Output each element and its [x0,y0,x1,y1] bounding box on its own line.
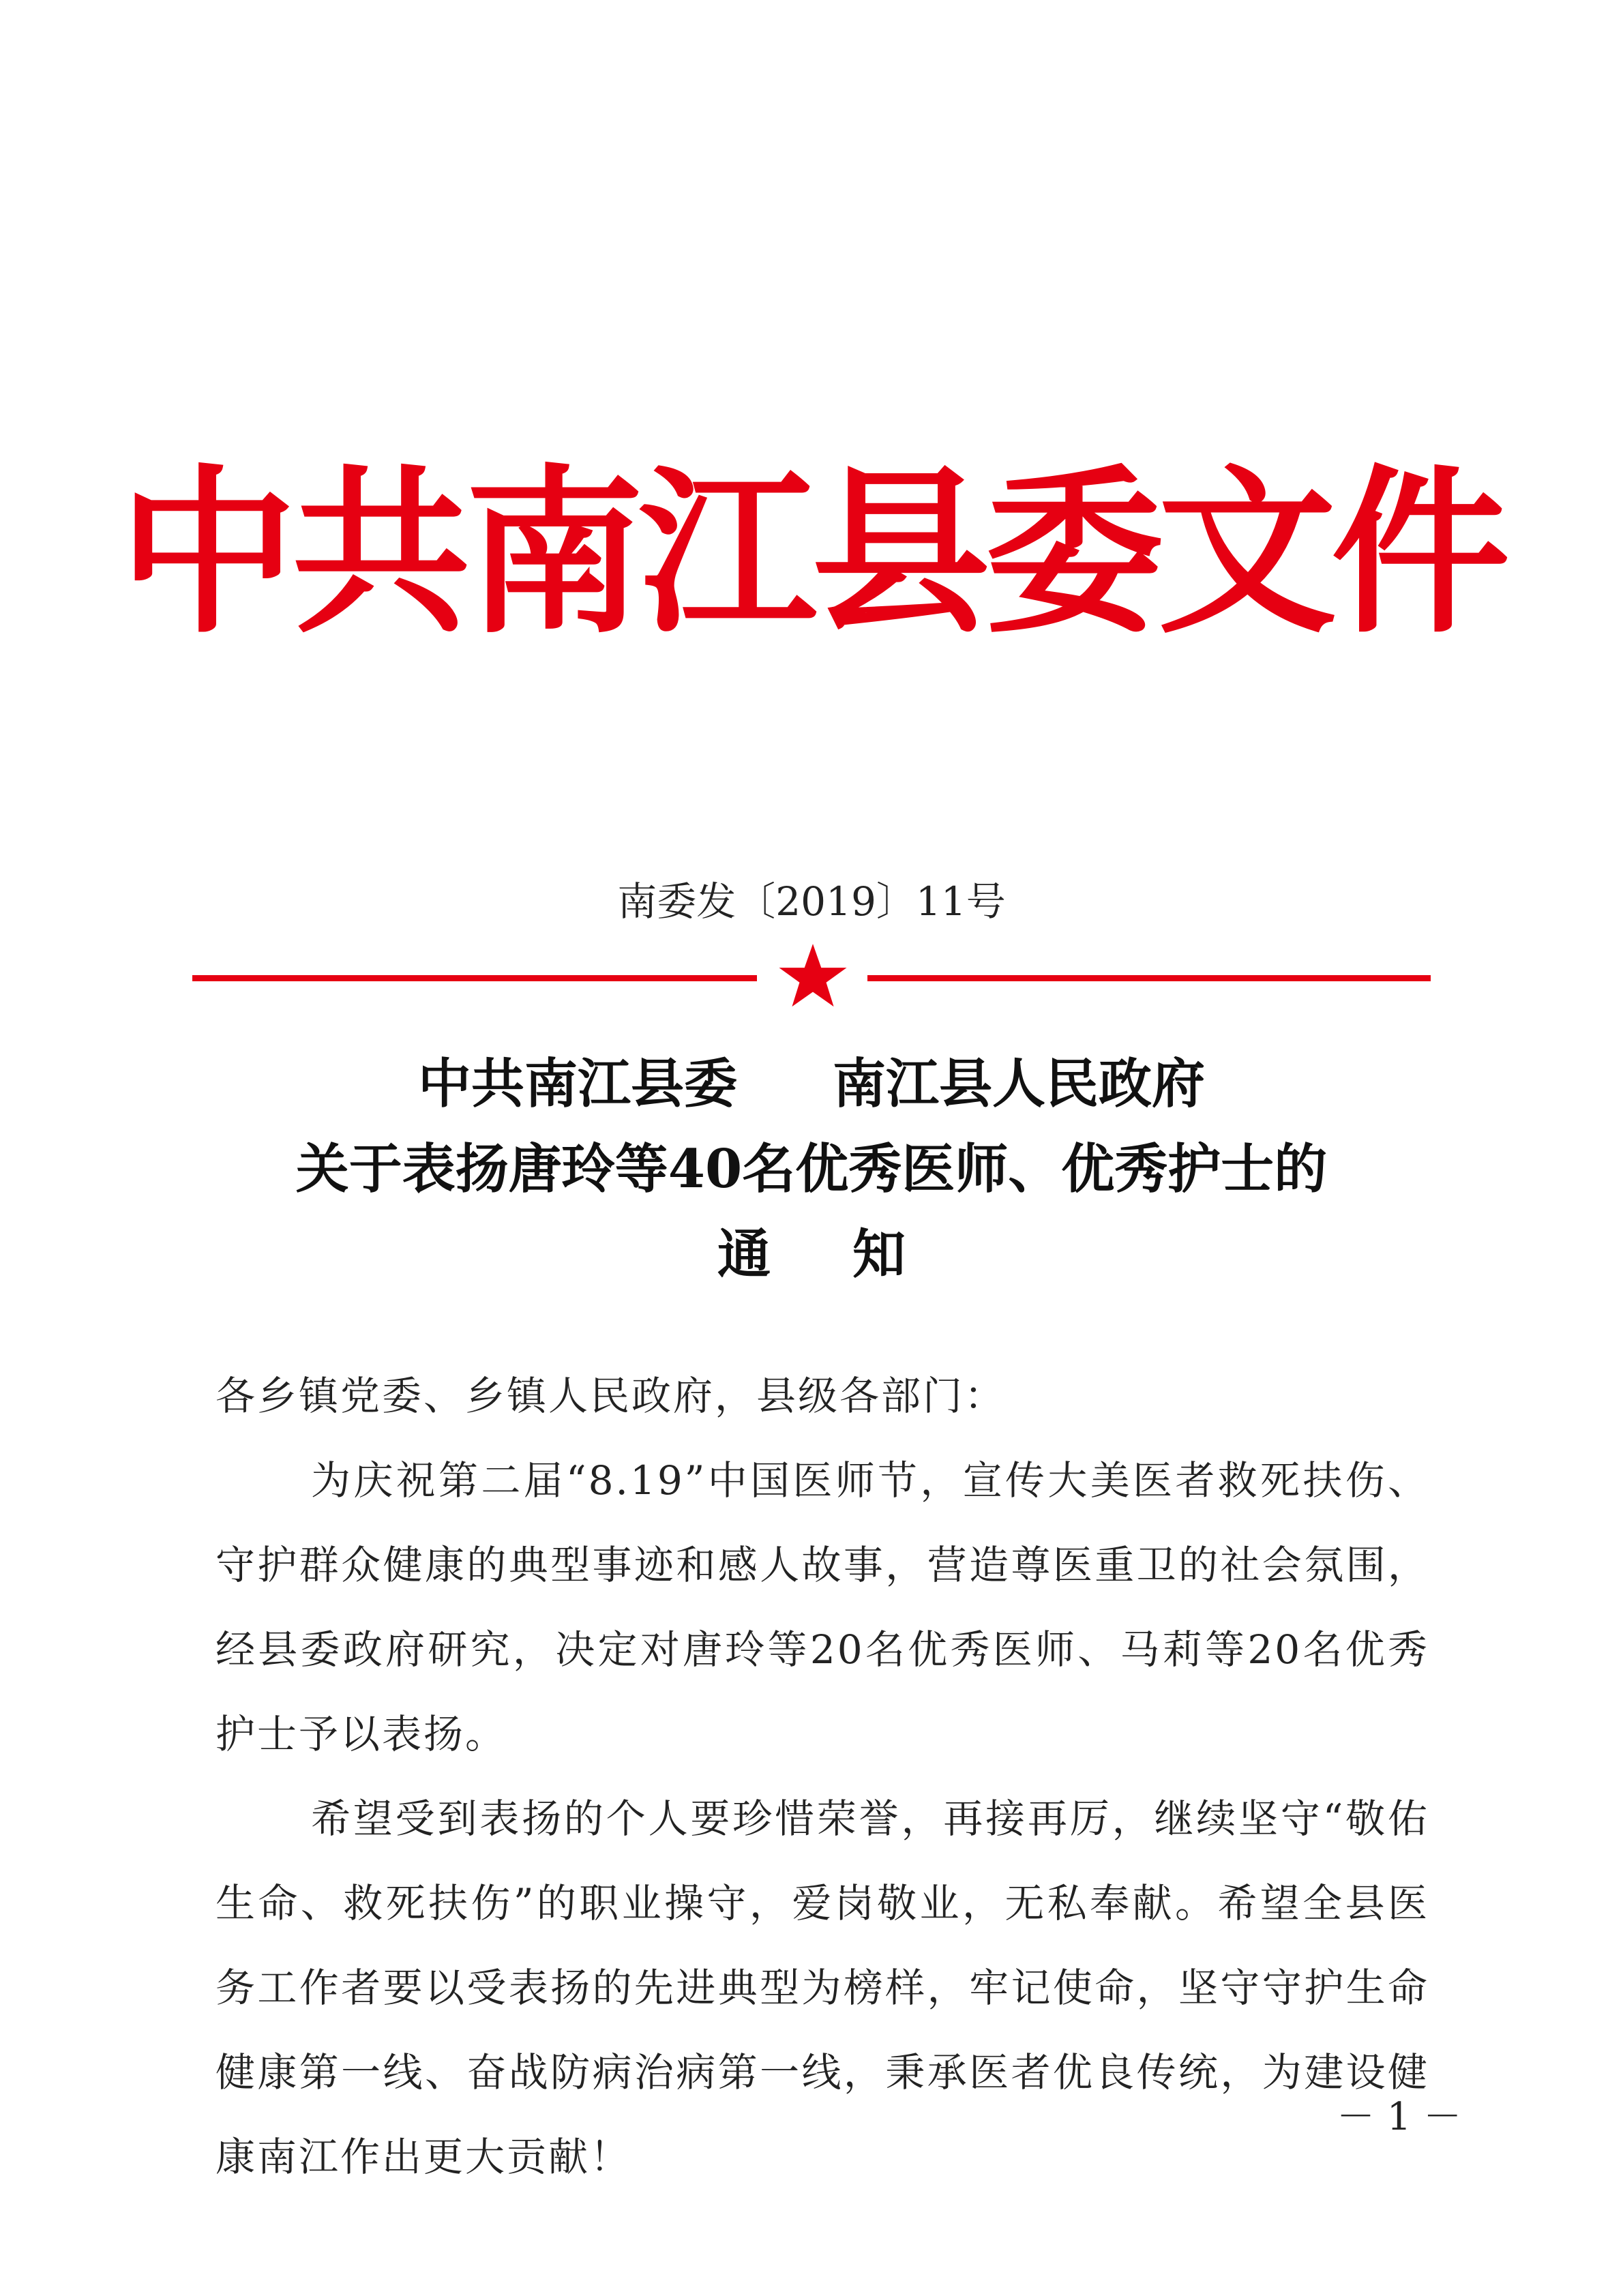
star-icon [777,941,848,1012]
issuer-party-committee: 中共南江县委 [417,1053,737,1115]
document-title-issuers [0,1047,1623,1122]
issuer-county-government: 南江县人民政府 [833,1053,1206,1115]
body-paragraph-1: 为庆祝第二届“8.19”中国医师节，宣传大美医者救死扶伤、守护群众健康的典型事迹和感人故事，营造尊医重卫的社会氛围，经县委政府研究，决定对唐玲等20名优秀医师、马莉等20名优秀护士予以表扬。 [215,1457,1429,1757]
document-title-type: 通知 [717,1223,987,1285]
salutation: 各乡镇党委、乡镇人民政府，县级各部门： [215,1373,1007,1419]
body-paragraph-2: 希望受到表扬的个人要珍惜荣誉，再接再厉，继续坚守“敬佑生命、救死扶伤”的职业操守，爱岗敬业，无私奉献。希望全县医务工作者要以受表扬的先进典型为榜样，牢记使命，坚守守护生命健康第一线、奋战防病治病第一线，秉承医者优良传统，为建设健康南江作出更大贡献！ [215,1795,1429,2180]
document-number: 南委发〔2019〕11号 [617,878,1006,925]
masthead-title: 中共南江县委文件 [119,447,1504,657]
red-divider-left [192,975,757,981]
document-title-subject: 关于表扬唐玲等40名优秀医师、优秀护士的 [295,1138,1328,1200]
red-divider-right [867,975,1431,981]
page-number: － 1 － [1337,2095,1462,2139]
